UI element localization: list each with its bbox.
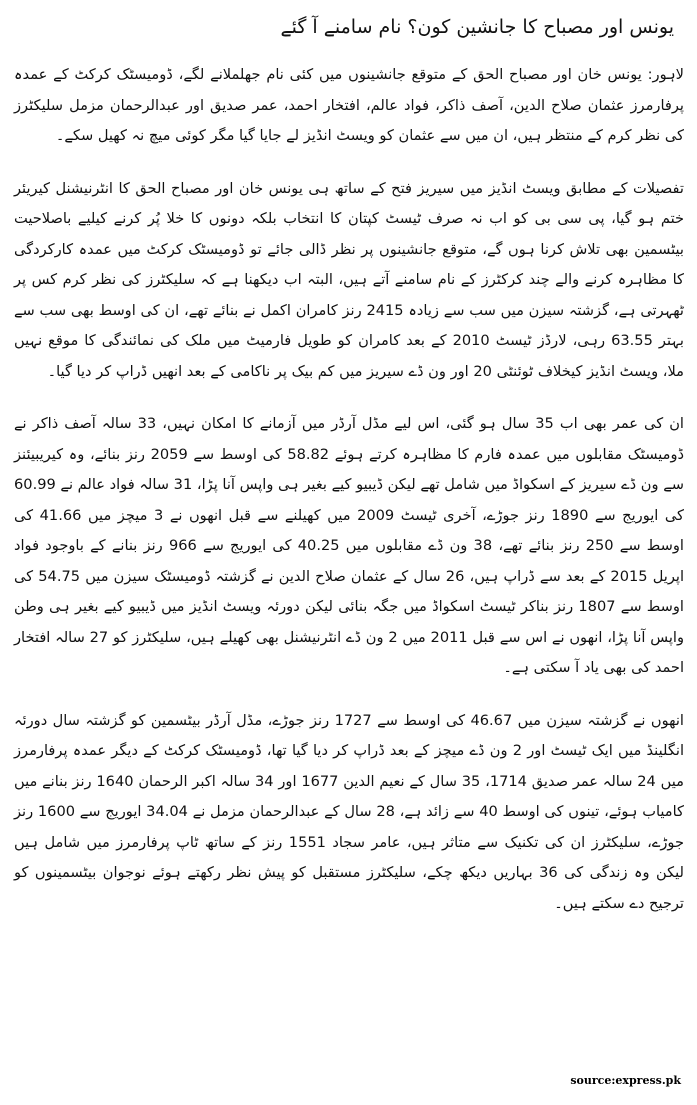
article-paragraph-3: ان کی عمر بھی اب 35 سال ہو گئی، اس لیے مڈل آرڈر میں آزمانے کا امکان نہیں، 33 سالہ آصف ذاکر نے ڈومیسٹک مقابلوں میں عمدہ فارم کا مظاہرہ کرتے ہوئے 58.82 کی اوسط سے 2059 رنز بنائے، وہ کیریبیئنز سے ون ڈے سیریز کے اسکواڈ میں شامل تھے لیکن ڈیبیو کیے بغیر ہی واپس آنا پڑا، 31 سالہ فواد عالم نے 60.99 کی ایوریج سے 1890 رنز جوڑے، آخری ٹیسٹ 2009 میں کھیلنے سے قبل انھوں نے 3 میچز میں 41.66 کی اوسط سے 250 رنز بنائے تھے، 38 ون ڈے مقابلوں میں 40.25 کی ایوریج سے 966 رنز بنانے کے باوجود فواد اپریل 2015 کے بعد سے ڈراپ ہیں، 26 سال کے عثمان صلاح الدین نے گزشتہ ڈومیسٹک سیزن میں 54.75 کی اوسط سے 1807 رنز بناکر ٹیسٹ اسکواڈ میں جگہ بنائی لیکن دورئہ ویسٹ انڈیز میں ڈیبیو کیے بغیر ہی وطن واپس آنا پڑا، انھوں نے اس سے قبل 2011 میں 2 ون ڈے انٹرنیشنل بھی کھیلے ہیں، سلیکٹرز کو 27 سالہ افتخار احمد کی بھی یاد آ سکتی ہے۔ <box>14 415 685 676</box>
source-credit: source:express.pk <box>570 1074 681 1087</box>
article-paragraph-2: تفصیلات کے مطابق ویسٹ انڈیز میں سیریز فتح کے ساتھ ہی یونس خان اور مصباح الحق کا انٹرنیشنل کیریئر ختم ہو گیا، پی سی بی کو اب نہ صرف ٹیسٹ کپتان کا انتخاب بلکہ دونوں کا خلا پُر کرنے کیلیے باصلاحیت بیٹسمین بھی تلاش کرنا ہوں گے، متوقع جانشینوں پر نظر ڈالی جائے تو ڈومیسٹک کرکٹ میں عمدہ کارکردگی کا مظاہرہ کرنے والے چند کرکٹرز کے نام سامنے آتے ہیں، البتہ اب دیکھنا ہے کہ سلیکٹرز کی نظر کرم کس پر ٹھہرتی ہے، گزشتہ سیزن میں سب سے زیادہ 2415 رنز کامران اکمل نے بنائے تھے، ان کی اوسط بھی سب سے بہتر 63.55 رہی، لارڈز ٹیسٹ 2010 کے بعد کامران کو طویل فارمیٹ میں ملک کی نمائندگی کا موقع نہیں ملا، ویسٹ انڈیز کیخلاف ٹوئنٹی 20 اور ون ڈے سیریز میں کم بیک پر ناکامی کے بعد انھیں ڈراپ کر دیا گیا۔ <box>14 179 684 380</box>
article-paragraph-4: انھوں نے گزشتہ سیزن میں 46.67 کی اوسط سے 1727 رنز جوڑے، مڈل آرڈر بیٹسمین کو گزشتہ سال دورئہ انگلینڈ میں ایک ٹیسٹ اور 2 ون ڈے میچز کے بعد ڈراپ کر دیا گیا تھا، ڈومیسٹک کرکٹ کے دیگر عمدہ پرفارمرز میں 24 سالہ عمر صدیق 1714، 35 سال کے نعیم الدین 1677 اور 34 سالہ اکبر الرحمان 1640 رنز بنانے میں کامیاب ہوئے، تینوں کی اوسط 40 سے زائد ہے، 28 سال کے عبدالرحمان مزمل نے 34.04 ایوریج سے 1600 رنز جوڑے، سلیکٹرز ان کی تکنیک سے متاثر ہیں، عامر سجاد 1551 رنز کے ساتھ ٹاپ پرفارمرز میں شامل ہیں لیکن وہ زندگی کی 36 بہاریں دیکھ چکے، سلیکٹرز مستقبل کو پیش نظر رکھتے ہوئے نوجوان بیٹسمینوں کو ترجیح دے سکتے ہیں۔ <box>14 711 684 912</box>
article-headline: یونس اور مصباح کا جانشین کون؟ نام سامنے آ گئے <box>280 16 674 38</box>
article-paragraph-1: لاہور: یونس خان اور مصباح الحق کے متوقع جانشینوں میں کئی نام جھلملانے لگے، ڈومیسٹک کرکٹ کے عمدہ پرفارمرز عثمان صلاح الدین، آصف ذاکر، فواد عالم، افتخار احمد، عمر صدیق اور عبدالرحمان مزمل سلیکٹرز کی نظر کرم کے منتظر ہیں، ان میں سے عثمان کو ویسٹ انڈیز لے جایا گیا مگر کوئی میچ نہ کھیل سکے۔ <box>14 66 684 144</box>
news-article <box>14 12 684 941</box>
